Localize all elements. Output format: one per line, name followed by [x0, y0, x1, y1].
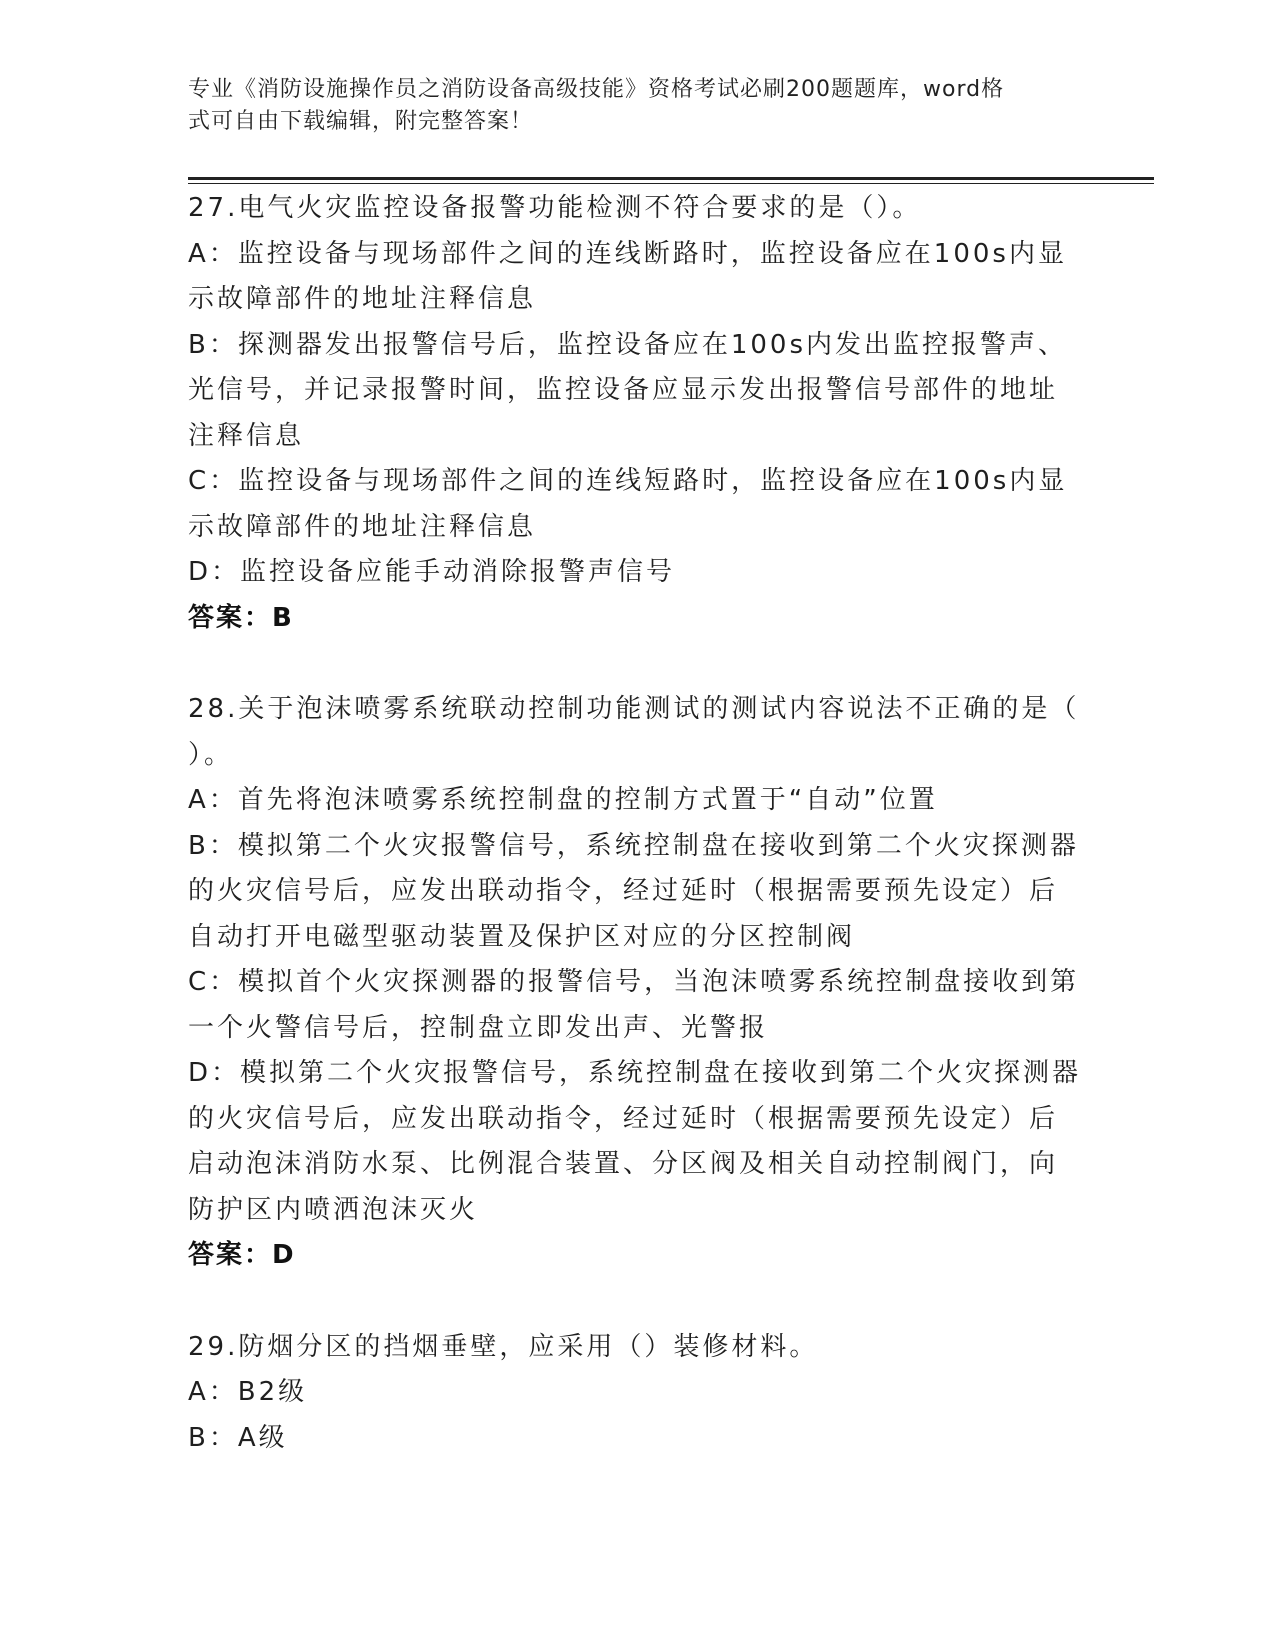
question-29 — [188, 1325, 1088, 1462]
question-27 — [188, 186, 1088, 641]
question-27-answer: 答案：B — [188, 602, 294, 633]
question-28 — [188, 687, 1088, 1279]
question-28-option-d-line-3: 启动泡沫消防水泵、比例混合装置、分区阀及相关自动控制阀门，向 — [188, 1149, 1059, 1179]
document-header — [188, 74, 1068, 138]
question-27-option-c-line-2: 示故障部件的地址注释信息 — [188, 511, 537, 542]
question-27-option-a-line-2: 示故障部件的地址注释信息 — [188, 284, 537, 314]
question-28-option-d-line-4: 防护区内喷洒泡沫灭火 — [188, 1194, 479, 1225]
question-27-option-b-line-2: 光信号，并记录报警时间，监控设备应显示发出报警信号部件的地址 — [188, 375, 1059, 405]
question-28-answer: 答案：D — [188, 1240, 296, 1270]
header-divider-thick — [188, 177, 1154, 180]
question-28-option-c-line-2: 一个火警信号后，控制盘立即发出声、光警报 — [188, 1012, 769, 1043]
header-line-1: 专业《消防设施操作员之消防设备高级技能》资格考试必刷200题题库，word格 — [188, 77, 1005, 102]
question-28-option-c-line-1: C：模拟首个火灾探测器的报警信号，当泡沫喷雾系统控制盘接收到第 — [188, 967, 1080, 997]
header-divider-thin — [188, 183, 1154, 184]
question-28-option-d-line-1: D：模拟第二个火灾报警信号，系统控制盘在接收到第二个火灾探测器 — [188, 1058, 1082, 1088]
question-27-option-c-line-1: C：监控设备与现场部件之间的连线短路时，监控设备应在100s内显 — [188, 466, 1068, 496]
question-28-option-a: A：首先将泡沫喷雾系统控制盘的控制方式置于“自动”位置 — [188, 785, 938, 815]
question-27-option-d: D：监控设备应能手动消除报警声信号 — [188, 557, 676, 587]
question-28-option-b-line-2: 的火灾信号后，应发出联动指令，经过延时（根据需要预先设定）后 — [188, 876, 1059, 906]
question-28-option-d-line-2: 的火灾信号后，应发出联动指令，经过延时（根据需要预先设定）后 — [188, 1103, 1059, 1134]
question-28-stem-line-2: ）。 — [188, 739, 234, 770]
question-27-option-a-line-1: A：监控设备与现场部件之间的连线断路时，监控设备应在100s内显 — [188, 238, 1067, 269]
question-list — [188, 186, 1088, 1461]
question-28-stem-line-1: 28.关于泡沫喷雾系统联动控制功能测试的测试内容说法不正确的是（ — [188, 694, 1080, 724]
question-29-option-b: B：A级 — [188, 1422, 288, 1453]
question-28-option-b-line-1: B：模拟第二个火灾报警信号，系统控制盘在接收到第二个火灾探测器 — [188, 830, 1079, 861]
question-28-option-b-line-3: 自动打开电磁型驱动装置及保护区对应的分区控制阀 — [188, 921, 856, 952]
question-27-option-b-line-1: B：探测器发出报警信号后，监控设备应在100s内发出监控报警声、 — [188, 329, 1068, 360]
question-27-option-b-line-3: 注释信息 — [188, 420, 305, 451]
question-27-stem: 27.电气火灾监控设备报警功能检测不符合要求的是（）。 — [188, 193, 922, 223]
header-line-2: 式可自由下载编辑，附完整答案！ — [188, 109, 534, 134]
question-29-stem: 29.防烟分区的挡烟垂壁，应采用（）装修材料。 — [188, 1331, 819, 1362]
question-29-option-a: A：B2级 — [188, 1377, 308, 1407]
